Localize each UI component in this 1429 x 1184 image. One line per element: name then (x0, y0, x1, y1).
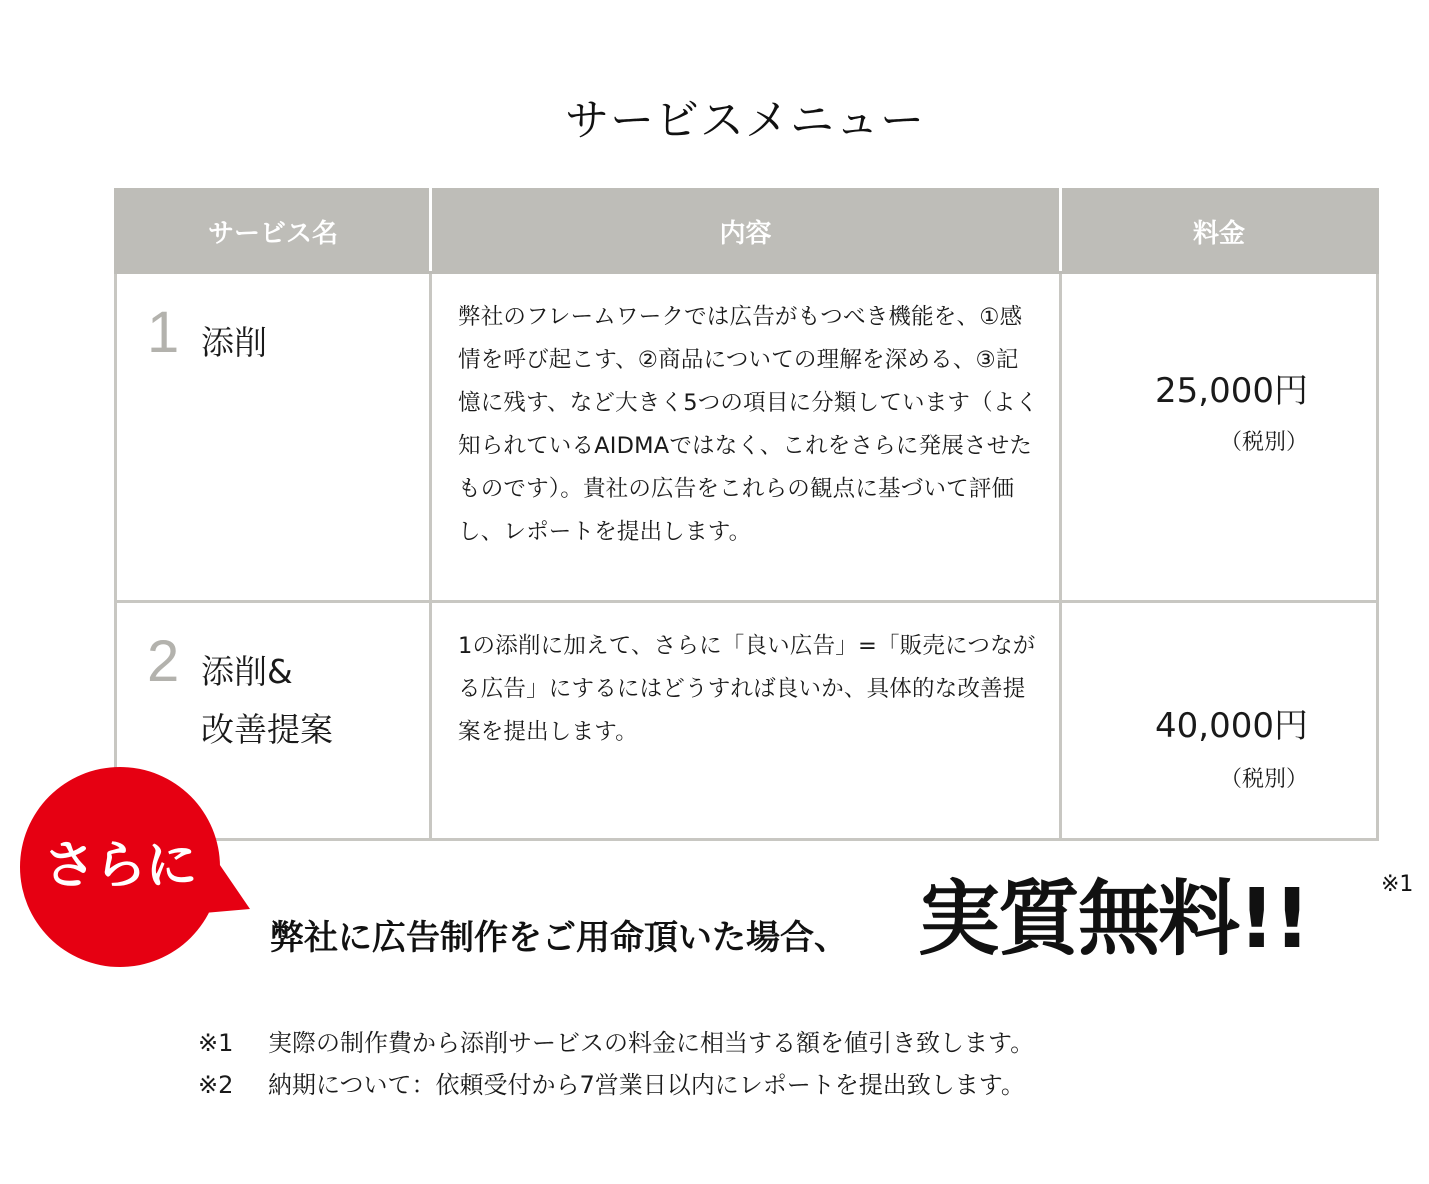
promo-text: 弊社に広告制作をご用命頂いた場合、 (270, 918, 848, 958)
service-description-cell (431, 273, 1061, 602)
promo-highlight: 実質無料!! (918, 872, 1309, 967)
footnote-mark: ※1 (198, 1029, 234, 1057)
service-name: 添削 (201, 323, 267, 362)
footnote-mark: ※2 (198, 1071, 234, 1099)
service-price-cell (1061, 602, 1378, 840)
service-number: 1 (147, 300, 180, 365)
service-name-cell (116, 273, 431, 602)
badge-text: さらに (43, 836, 197, 896)
footnote-item (198, 1022, 1034, 1064)
service-name: 添削& 改善提案 (201, 652, 333, 749)
page-title: サービスメニュー (565, 95, 925, 146)
footnote-item (198, 1064, 1034, 1106)
tax-note: （税別） (1219, 430, 1308, 455)
header-service-name: サービス名 (116, 190, 431, 273)
table-row (116, 273, 1378, 602)
service-menu-table (114, 188, 1379, 841)
service-price: 40,000円 (1155, 706, 1308, 746)
footnote-text: 納期について：依頼受付から7営業日以内にレポートを提出致します。 (268, 1071, 1025, 1099)
service-price-cell (1061, 273, 1378, 602)
service-description: 1の添削に加えて、さらに「良い広告」=「販売につながる広告」にするにはどうすれば良いか、具体的な改善提案を提出します。 (458, 633, 1036, 745)
service-description-cell (431, 602, 1061, 840)
service-number: 2 (147, 629, 180, 694)
table-header-row (116, 190, 1378, 273)
service-description: 弊社のフレームワークでは広告がもつべき機能を、①感情を呼び起こす、②商品についての理解を深める、③記憶に残す、など大きく5つの項目に分類しています（よく知られているAIDMAではなく、これをさらに発展させたものです）。貴社の広告をこれらの観点に基づいて評価し、レポートを提出します。 (458, 304, 1039, 545)
speech-bubble-badge (18, 763, 258, 973)
promo-note-mark: ※1 (1381, 872, 1414, 897)
header-content: 内容 (431, 190, 1061, 273)
table-row (116, 602, 1378, 840)
footnote-text: 実際の制作費から添削サービスの料金に相当する額を値引き致します。 (268, 1029, 1035, 1057)
footnotes (198, 1022, 1034, 1106)
service-price: 25,000円 (1155, 371, 1308, 411)
tax-note: （税別） (1219, 767, 1308, 792)
header-price: 料金 (1061, 190, 1378, 273)
